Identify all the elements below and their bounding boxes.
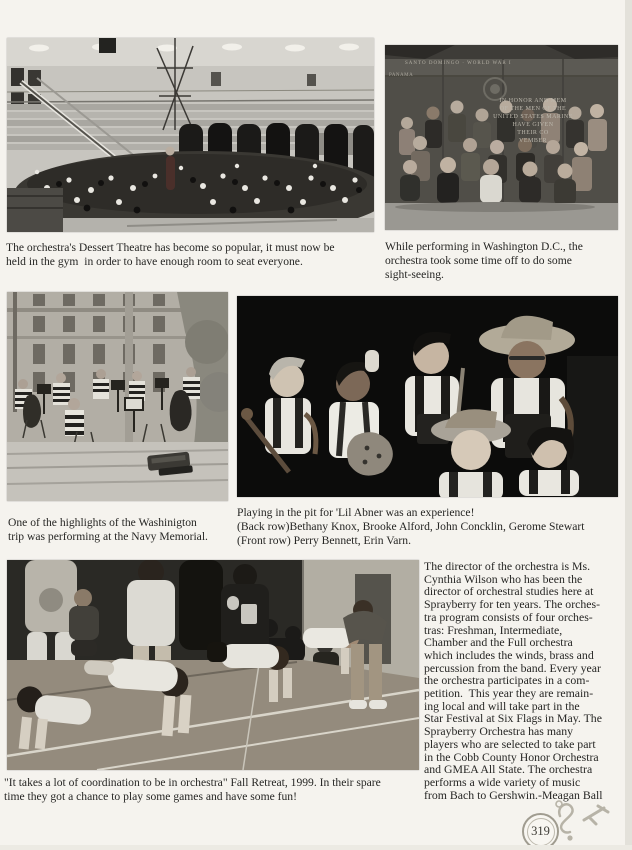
text-line: held in the gym in order to have enough room to seat everyone. [6, 255, 303, 268]
lil-abner-photo-art [237, 296, 618, 497]
text-line: from Bach to Gershwin.-Meagan Ball [424, 787, 603, 802]
glasses [509, 356, 545, 360]
text-line: The director of the orchestra is Ms. [424, 559, 591, 573]
photo-dc-group [385, 45, 618, 230]
text-line: players who are selected to take part [424, 736, 596, 751]
text-line: UNITED STATES MARINE [493, 114, 573, 120]
cello-shape [170, 390, 192, 431]
text-line: One of the highlights of the Washinigton [8, 516, 197, 529]
memorial-steps [7, 442, 228, 501]
text-line: time they got a chance to play some games and have some fun! [4, 790, 297, 803]
caption-lil-abner [237, 506, 584, 548]
student-dark-hood [179, 560, 223, 650]
text-line: sight-seeing. [385, 268, 444, 281]
gym-orchestra-photo-art [7, 38, 374, 232]
navy-memorial-photo-art [7, 292, 228, 501]
held-legs [84, 660, 115, 676]
text-line: ing local and will take part in the [424, 698, 580, 713]
text-line: Star Festival at Six Flags in May. The [424, 711, 602, 726]
conductor-figure [166, 156, 175, 190]
text-line: THEIR CO [517, 130, 549, 136]
text-line: tras: Freshman, Intermediate, [424, 622, 563, 637]
text-line: While performing in Washington D.C., the [385, 240, 583, 253]
text-line: director of orchestral studies here at [424, 584, 594, 599]
text-line: Chamber and the Full orchestra [424, 635, 573, 650]
page-number-area [516, 798, 616, 848]
memorial-inscription [458, 97, 608, 145]
text-line: the orchestra participates in a com- [424, 673, 590, 688]
photo-fall-retreat [7, 560, 419, 770]
director-paragraph [424, 560, 630, 801]
text-line: tra program consists of four orches- [424, 609, 593, 624]
text-line: HAVE GIVEN [512, 122, 554, 128]
text-line: VEMBER [518, 138, 547, 144]
text-line: OF THE MEN OF THE [499, 106, 567, 112]
caption-dc-sightseeing [385, 240, 583, 282]
text-line: (Back row)Bethany Knox, Brooke Alford, John Concklin, Gerome Stewart [237, 520, 585, 533]
text-line: Cynthia Wilson who has been the [424, 571, 583, 586]
text-line: which includes the winds, brass and [424, 647, 594, 662]
text-line: performs a wide variety of music [424, 774, 581, 789]
page-number: 319 [527, 818, 555, 846]
text-line: and GMEA All State. The orchestra [424, 762, 593, 777]
text-line: percussion from the band. Every year [424, 660, 601, 675]
fall-retreat-photo-art [7, 560, 419, 770]
text-line: IN HONOR AND MEM [499, 98, 567, 104]
photo-gym-orchestra [7, 38, 374, 232]
scan-edge-bottom [0, 845, 632, 850]
photo-lil-abner [237, 296, 618, 497]
caption-fall-retreat [4, 776, 381, 804]
caption-dessert-theatre [6, 241, 335, 269]
text-line: orchestra took some time off to do some [385, 254, 572, 267]
text-line: in the Cobb County Honor Orchestra [424, 749, 599, 764]
hair-bow [365, 350, 379, 372]
text-line: The orchestra's Dessert Theatre has become so popular, it must now be [6, 241, 335, 254]
caption-navy-memorial [8, 516, 208, 544]
text-line: (Front row) Perry Bennett, Erin Varn. [237, 534, 411, 547]
text-line: "It takes a lot of coordination to be in orchestra" Fall Retreat, 1999. In their spare [4, 776, 381, 789]
scan-edge-right [625, 0, 632, 850]
photo-navy-memorial [7, 292, 228, 501]
text-line: petition. This year they are remain- [424, 686, 594, 701]
text-line: Sprayberry Orchestra has many [424, 724, 574, 739]
memorial-left-inscription: PANAMA [389, 73, 414, 78]
memorial-top-inscription: SANTO DOMINGO · WORLD WAR I [405, 61, 512, 66]
dark-shorts [207, 642, 227, 662]
text-line: trip was performing at the Navy Memorial. [8, 530, 208, 543]
text-line: Playing in the pit for 'Lil Abner was an experience! [237, 506, 475, 519]
text-line: Sprayberry for ten years. The orches- [424, 597, 601, 612]
